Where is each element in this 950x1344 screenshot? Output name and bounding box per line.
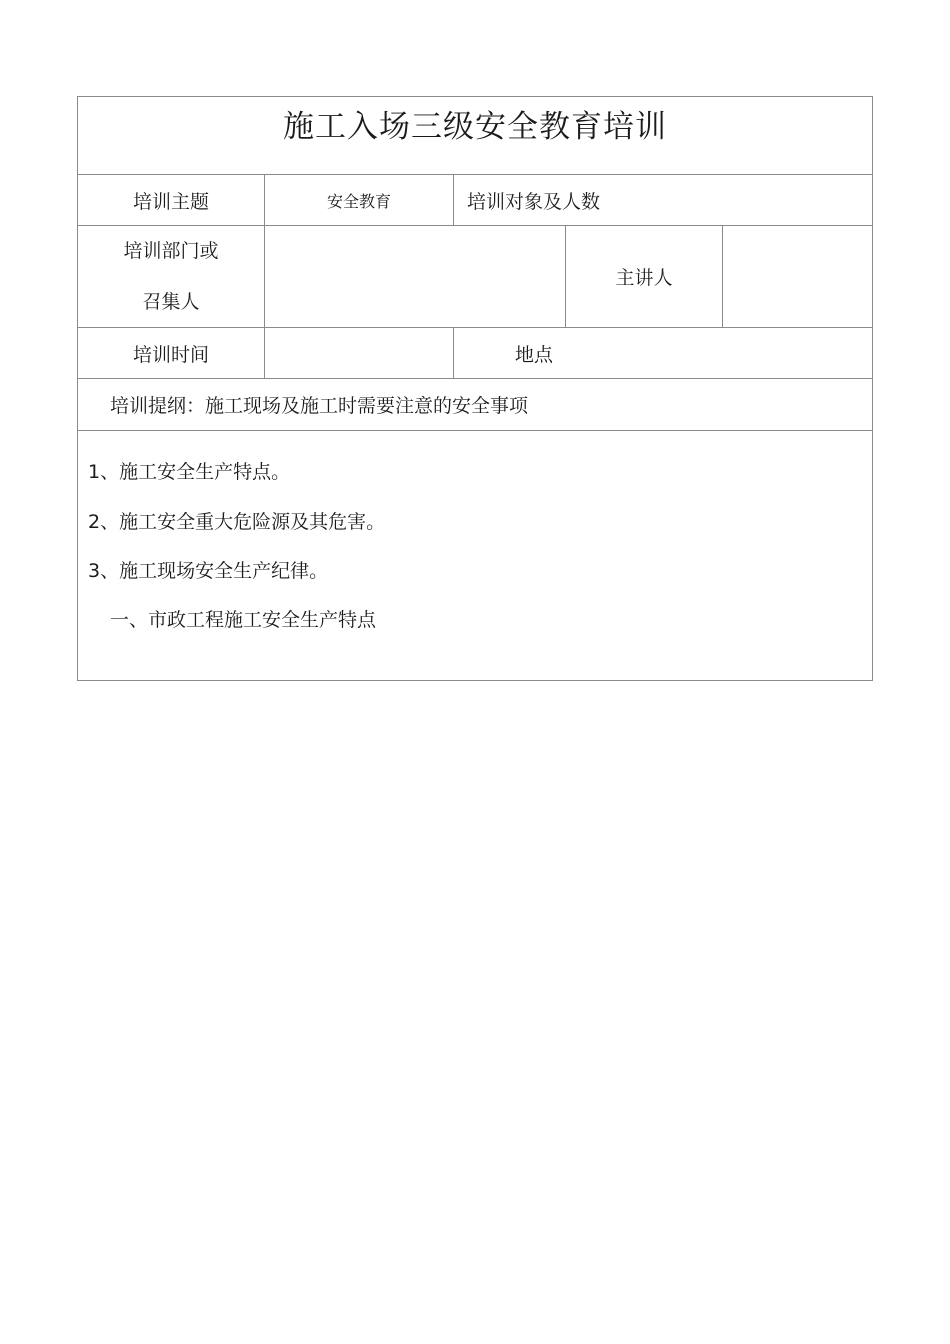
location-value[interactable] — [574, 328, 872, 378]
title-row — [78, 97, 872, 175]
form-title: 施工入场三级安全教育培训 — [283, 109, 667, 145]
training-form-table — [77, 96, 873, 681]
time-row — [78, 328, 872, 379]
time-label: 培训时间 — [132, 343, 209, 366]
speaker-label: 主讲人 — [615, 267, 673, 289]
content-line-1: 1、施工安全生产特点。 — [88, 461, 291, 483]
department-label — [78, 226, 264, 327]
topic-value[interactable]: 安全教育 — [326, 191, 391, 211]
topic-label: 培训主题 — [132, 190, 209, 213]
department-value[interactable] — [265, 226, 565, 327]
audience-value[interactable] — [654, 175, 872, 225]
content-line-2: 2、施工安全重大危险源及其危害。 — [88, 511, 386, 533]
department-row — [78, 226, 872, 328]
content-line-3: 3、施工现场安全生产纪律。 — [88, 560, 329, 582]
outline-text: 培训提纲：施工现场及施工时需要注意的安全事项 — [110, 395, 529, 417]
topic-row — [78, 175, 872, 226]
outline-row — [78, 379, 872, 431]
department-label-line1: 培训部门或 — [123, 239, 219, 262]
audience-label: 培训对象及人数 — [467, 190, 601, 213]
time-value[interactable] — [265, 328, 453, 378]
content-line-4: 一、市政工程施工安全生产特点 — [110, 609, 377, 631]
department-label-line2: 召集人 — [142, 290, 200, 313]
content-row — [78, 431, 872, 682]
speaker-value[interactable] — [723, 226, 872, 327]
location-label: 地点 — [515, 343, 554, 366]
